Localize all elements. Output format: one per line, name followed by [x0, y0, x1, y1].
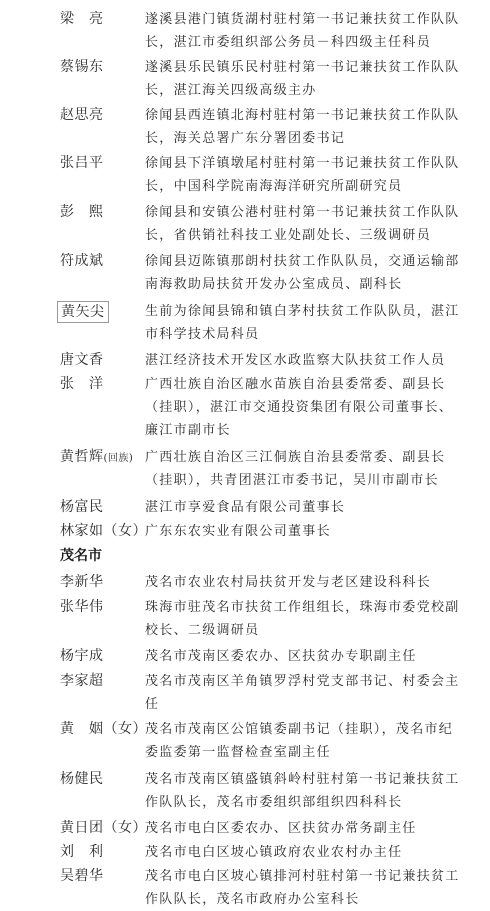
person-name: 张 洋: [60, 376, 104, 392]
person-name: 唐文香: [60, 352, 104, 368]
person-name-text: 黄哲辉: [60, 449, 104, 465]
person-description: 广东东农实业有限公司董事长: [145, 524, 331, 539]
person-name: 林家如（女）: [60, 523, 147, 539]
person-description: 徐闻县迈陈镇那朗村扶贫工作队队员，交通运输部南海救助局扶贫开发办公室成员、副科长: [145, 254, 460, 292]
person-description: 茂名市茂南区公馆镇委副书记（挂职），茂名市纪委监委第一监督检查室副主任: [145, 722, 454, 760]
person-name: 赵思亮: [60, 107, 104, 123]
person-description: 广西壮族自治区融水苗族自治县委常委、副县长（挂职），湛江市交通投资集团有限公司董事长、廉江市副市长: [145, 377, 454, 438]
person-description: 徐闻县下洋镇墩尾村驻村第一书记兼扶贫工作队队长，中国科学院南海海洋研究所副研究员: [145, 156, 460, 194]
person-description: 遂溪县乐民镇乐民村驻村第一书记兼扶贫工作队队长，湛江海关四级高级主办: [145, 60, 460, 98]
person-description: 徐闻县和安镇公港村驻村第一书记兼扶贫工作队队长，省供销社科技工业处副处长、三级调研员: [145, 205, 460, 243]
person-name: 李新华: [60, 574, 104, 590]
person-name: 杨健民: [60, 771, 104, 787]
person-description: 广西壮族自治区三江侗族自治县委常委、副县长（挂职），共青团湛江市委书记，吴川市副市长: [145, 450, 446, 488]
person-name: 黄 姻（女）: [60, 721, 147, 737]
person-description: 茂名市电白区委农办、区扶贫办常务副主任: [145, 821, 417, 836]
section-title: 茂名市: [60, 548, 102, 564]
person-description: 茂名市农业农村局扶贫开发与老区建设科科长: [145, 575, 432, 590]
person-description: 茂名市茂南区委农办、区扶贫办专职副主任: [145, 649, 417, 664]
person-name: 刘 利: [60, 844, 104, 860]
person-description: 生前为徐闻县锦和镇白茅村扶贫工作队队员，湛江市科学技术局科员: [145, 304, 460, 342]
person-name: 黄矢尖: [57, 301, 109, 323]
person-name: 黄日团（女）: [60, 820, 147, 836]
person-name: 李家超: [60, 673, 104, 689]
person-description: 珠海市驻茂名市扶贫工作组组长，珠海市委党校副校长、二级调研员: [145, 600, 460, 638]
person-description: 茂名市电白区坡心镇排河村驻村第一书记兼扶贫工作队队长，茂名市政府办公室科长: [145, 869, 460, 907]
person-name: 杨富民: [60, 499, 104, 515]
person-description: 湛江市享爱食品有限公司董事长: [145, 500, 346, 515]
person-description: 茂名市茂南区羊角镇罗浮村党支部书记、村委会主任: [145, 674, 460, 712]
person-name: 张吕平: [60, 155, 104, 171]
person-name: 杨宇成: [60, 648, 104, 664]
person-name: 吴碧华: [60, 868, 104, 884]
person-name: 张华伟: [60, 599, 104, 615]
person-name: [60, 446, 133, 470]
person-description: 湛江经济技术开发区水政监察大队扶贫工作人员: [145, 353, 446, 368]
person-name: 蔡锡东: [60, 59, 104, 75]
person-name: 彭 熙: [60, 204, 104, 220]
person-name: 梁 亮: [60, 11, 104, 27]
person-description: 茂名市电白区坡心镇政府农业农村办主任: [145, 845, 403, 860]
person-description: 茂名市茂南区镇盛镇斜岭村驻村第一书记兼扶贫工作队队长，茂名市委组织部组织四科科长: [145, 772, 460, 810]
person-name: 符成斌: [60, 253, 104, 269]
person-description: 徐闻县西连镇北海村驻村第一书记兼扶贫工作队队长，海关总署广东分署团委书记: [145, 108, 460, 146]
ethnicity-note: (回族): [103, 453, 134, 464]
person-description: 遂溪县港门镇货湖村驻村第一书记兼扶贫工作队队长，湛江市委组织部公务员－科四级主任科员: [145, 12, 460, 50]
